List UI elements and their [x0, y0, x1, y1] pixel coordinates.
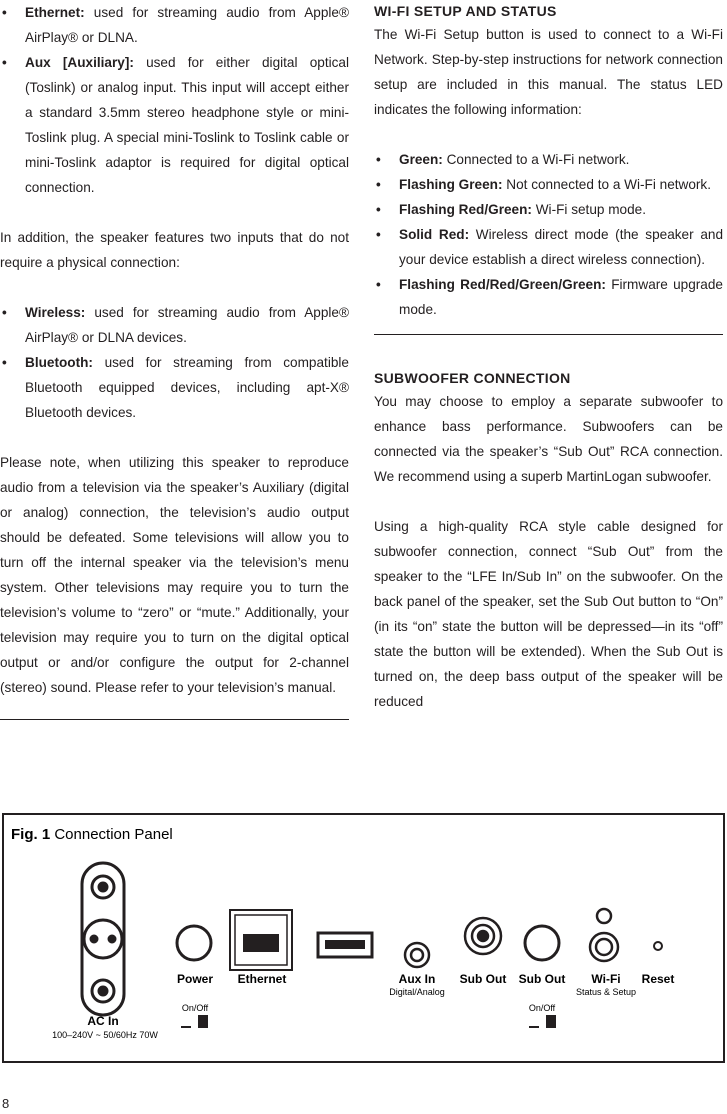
term: Ethernet:: [25, 5, 85, 20]
led-status-list: [374, 147, 723, 322]
input-list: [0, 0, 349, 200]
power-switch-icon: [181, 1015, 208, 1028]
wifi-label: Wi-Fi: [591, 972, 621, 986]
subwoofer-heading: SUBWOOFER CONNECTION: [374, 370, 571, 386]
term: Bluetooth:: [25, 355, 93, 370]
tv-note-paragraph: Please note, when utilizing this speaker to reproduce audio from a television via the speaker’s Auxiliary (digital or analog) connection, the television’s audio output should be defeated. Some televisions will allow you to turn off the internal speaker via the television’s menu system. Other televisions may require you to turn the television’s volume to “zero” or “mute.” Additionally, your television may require you to turn on the digital optical output or and/or configure the output for 2-channel (stereo) sound. Please refer to your television’s manual.: [0, 455, 349, 695]
list-item: • Aux [Auxiliary]: used for either digital optical (Toslink) or analog input. This input will accept either a standard 3.5mm stereo headphone style or mini-Toslink plug. A special mini-Toslink to Toslink cable or mini-Toslink adaptor is required for digital optical connection.: [0, 50, 349, 200]
connection-panel-figure: [2, 813, 725, 1063]
ac-in-spec: 100–240V ~ 50/60Hz 70W: [52, 1030, 158, 1040]
list-item: • Flashing Red/Red/Green/Green: Firmware upgrade mode.: [374, 272, 723, 322]
aux-in-sublabel: Digital/Analog: [389, 987, 445, 997]
list-item: • Wireless: used for streaming audio from Apple® AirPlay® or DLNA devices.: [0, 300, 349, 350]
subwoofer-paragraph-1: You may choose to employ a separate subwoofer to enhance bass performance. Subwoofers can be connected via the speaker’s “Sub Out” RCA connection. We recommend using a superb MartinLogan subwoofer.: [374, 394, 723, 484]
sub-out-rca-jack: [465, 918, 501, 954]
sub-out-switch-icon: [529, 1015, 556, 1028]
power-label: Power: [176, 972, 214, 986]
aux-in-label: Aux In: [398, 972, 436, 986]
term: Aux [Auxiliary]:: [25, 55, 134, 70]
ac-in-connector: [82, 863, 124, 1015]
ac-in-label: AC In: [87, 1014, 119, 1028]
term: Flashing Red/Red/Green/Green:: [399, 277, 606, 292]
ethernet-port: [230, 910, 292, 970]
page-number: 8: [2, 1096, 10, 1111]
wifi-status-led: [597, 909, 611, 923]
list-item: • Flashing Green: Not connected to a Wi-Fi network.: [374, 172, 723, 197]
term: Green:: [399, 152, 443, 167]
power-button: [177, 926, 211, 960]
wifi-heading: WI-FI SETUP AND STATUS: [374, 3, 557, 19]
list-item: • Solid Red: Wireless direct mode (the speaker and your device establish a direct wireless connection).: [374, 222, 723, 272]
intro-paragraph: In addition, the speaker features two inputs that do not require a physical connection:: [0, 230, 349, 270]
wifi-sublabel: Status & Setup: [575, 987, 637, 997]
list-item: • Green: Connected to a Wi-Fi network.: [374, 147, 723, 172]
subwoofer-paragraph-2: Using a high-quality RCA style cable designed for subwoofer connection, connect “Sub Out” from the speaker to the “LFE In/Sub In” on the subwoofer. On the back panel of the speaker, set the Sub Out button to “On” (in its “on” state the button will be depressed—in its “off” state the button will be extended). When the Sub Out is turned on, the deep bass output of the speaker will be reduced: [374, 519, 723, 709]
term: Flashing Green:: [399, 177, 503, 192]
sub-out-switch-label: Sub Out: [518, 972, 566, 986]
power-switch-label: On/Off: [181, 1003, 209, 1013]
sub-out-onoff-label: On/Off: [528, 1003, 556, 1013]
divider: [0, 719, 349, 720]
term: Wireless:: [25, 305, 86, 320]
wireless-input-list: [0, 300, 349, 425]
list-item: • Bluetooth: used for streaming from compatible Bluetooth equipped devices, including apt-X® Bluetooth devices.: [0, 350, 349, 425]
usb-port: [318, 933, 372, 957]
aux-in-jack: [405, 943, 429, 967]
reset-label: Reset: [641, 972, 675, 986]
reset-pinhole: [654, 942, 662, 950]
sub-out-button: [525, 926, 559, 960]
figure-caption: Fig. 1 Connection Panel: [11, 826, 173, 843]
sub-out-label: Sub Out: [459, 972, 507, 986]
list-item: • Ethernet: used for streaming audio from Apple® AirPlay® or DLNA.: [0, 0, 349, 50]
ethernet-label: Ethernet: [237, 972, 287, 986]
wifi-intro: The Wi-Fi Setup button is used to connect to a Wi-Fi Network. Step-by-step instructions for network connection setup are included in this manual. The status LED indicates the following information:: [374, 27, 723, 117]
wifi-setup-button: [590, 933, 618, 961]
right-column: [374, 0, 723, 714]
list-item: • Flashing Red/Green: Wi-Fi setup mode.: [374, 197, 723, 222]
left-column: [0, 0, 349, 720]
term: Solid Red:: [399, 227, 470, 242]
term: Flashing Red/Green:: [399, 202, 532, 217]
